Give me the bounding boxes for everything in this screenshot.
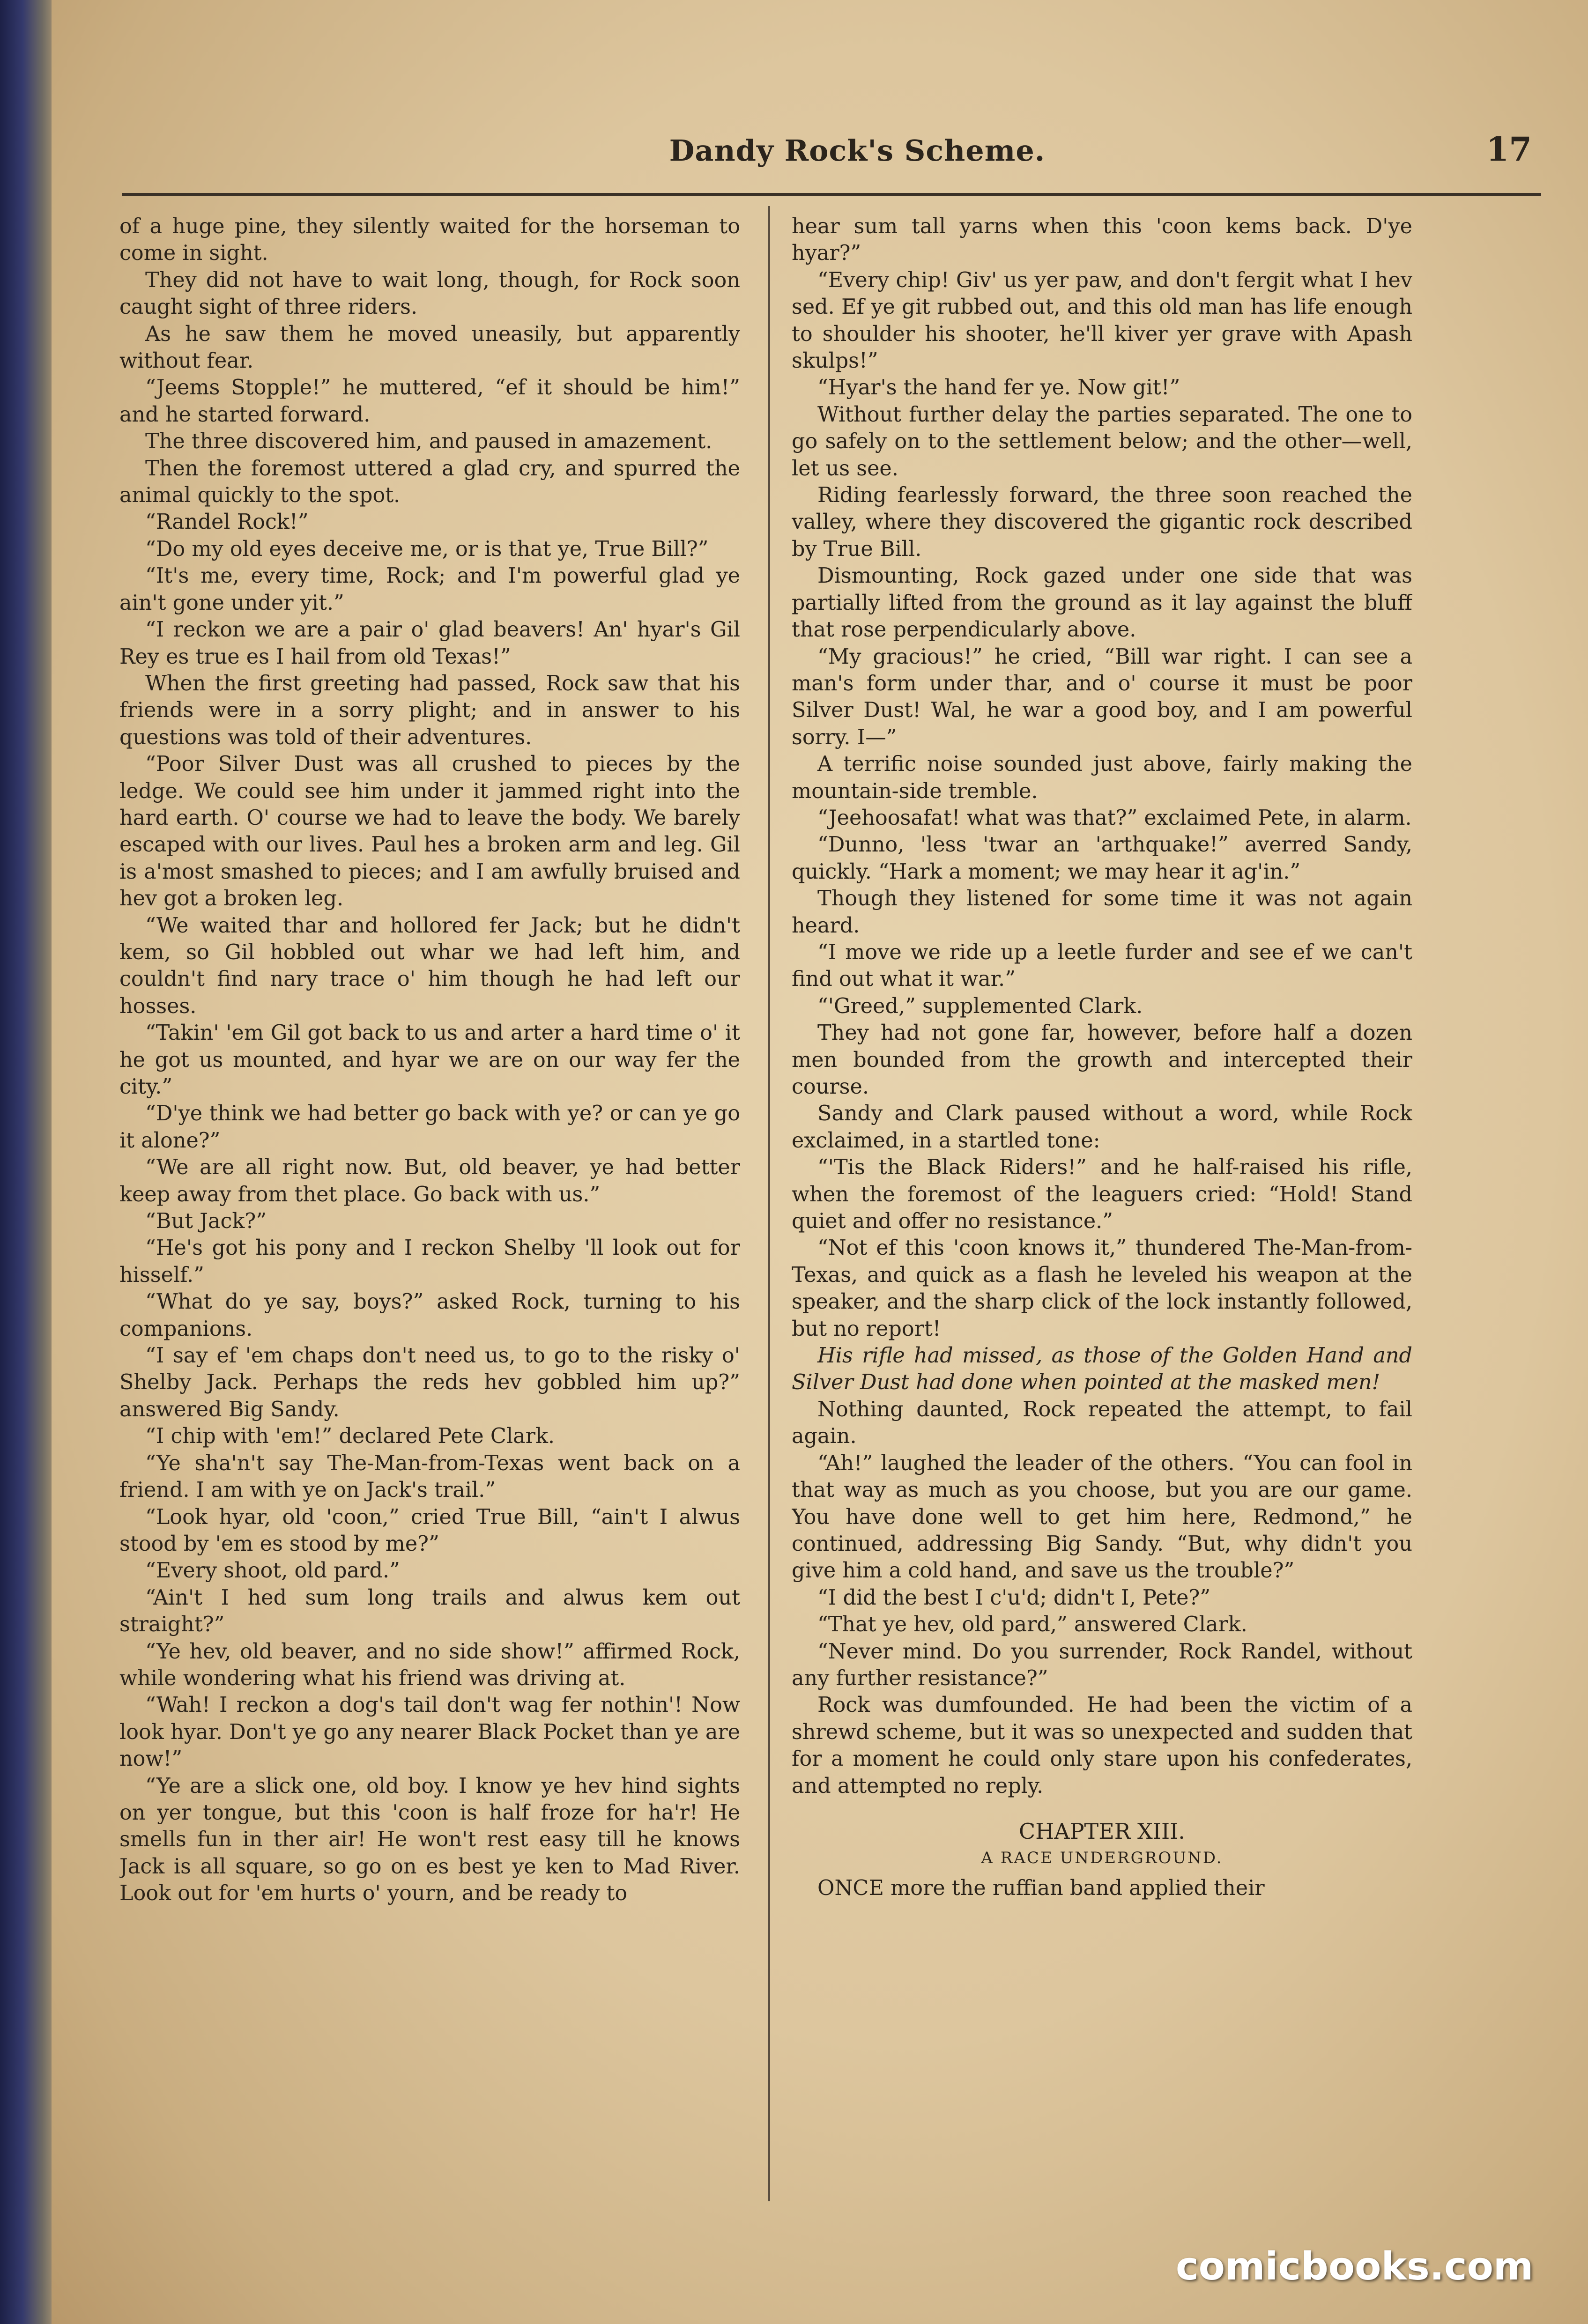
page-header [164,119,1551,180]
right-paragraph: “I move we ride up a leetle furder and see ef we can't find out what it war.” [792,940,1412,992]
left-paragraph: “He's got his pony and I reckon Shelby 'll look out for hisself.” [119,1236,740,1287]
book-binding [0,0,56,2324]
left-paragraph: “Ye hev, old beaver, and no side show!” affirmed Rock, while wondering what his friend was driving at. [119,1639,740,1690]
left-paragraph: “It's me, every time, Rock; and I'm powerful glad ye ain't gone under yit.” [119,564,740,615]
right-paragraph: Without further delay the parties separated. The one to go safely on to the settlement below; and the other—well, let us see. [792,402,1412,481]
left-paragraph: “Ye sha'n't say The-Man-from-Texas went back on a friend. I am with ye on Jack's trail.” [119,1451,740,1502]
page-number: 17 [1486,130,1532,169]
right-paragraph: They had not gone far, however, before half a dozen men bounded from the growth and intercepted their course. [792,1021,1412,1099]
left-paragraph: Then the foremost uttered a glad cry, and spurred the animal quickly to the spot. [119,456,740,508]
chapter-subtitle: A RACE UNDERGROUND. [981,1849,1223,1868]
right-paragraph: Though they listened for some time it was not again heard. [792,887,1412,938]
right-paragraph: hear sum tall yarns when this 'coon kems back. D'ye hyar?” [792,215,1412,266]
left-paragraph: “Look hyar, old 'coon,” cried True Bill, “ain't I alwus stood by 'em es stood by me?” [119,1505,740,1556]
left-paragraph: “Ain't I hed sum long trails and alwus kem out straight?” [119,1585,740,1637]
right-paragraph: Nothing daunted, Rock repeated the attempt, to fail again. [792,1397,1412,1449]
running-title: Dandy Rock's Scheme. [669,133,1046,168]
left-paragraph: The three discovered him, and paused in amazement. [145,429,712,454]
right-paragraph: Dismounting, Rock gazed under one side that was partially lifted from the ground as it lay against the bluff that rose perpendicularly above. [792,564,1412,642]
right-paragraph: “Never mind. Do you surrender, Rock Randel, without any further resistance?” [792,1639,1412,1690]
right-paragraph: “That ye hev, old pard,” answered Clark. [817,1613,1247,1637]
right-paragraph: “Ah!” laughed the leader of the others. “You can fool in that way as much as you choose, but you are our game. You have done well to get him here, Redmond,” he continued, addressing Big Sandy. “But, why didn't you give him a cold hand, and save us the trouble?” [792,1451,1412,1583]
right-paragraph: Sandy and Clark paused without a word, while Rock exclaimed, in a startled tone: [792,1102,1412,1153]
chapter-opening-line: ONCE more the ruffian band applied their [817,1876,1265,1900]
right-paragraph: “Dunno, 'less 'twar an 'arthquake!” averred Sandy, quickly. “Hark a moment; we may hear it ag'in.” [792,833,1412,884]
column-divider [768,206,770,2201]
right-column [792,213,1412,2208]
left-paragraph: “D'ye think we had better go back with ye? or can ye go it alone?” [119,1102,740,1153]
header-rule [122,193,1541,196]
right-paragraph: Rock was dumfounded. He had been the victim of a shrewd scheme, but it was so unexpected and sudden that for a moment he could only stare upon his confederates, and attempted no reply. [792,1693,1412,1798]
right-paragraph: “Jeehoosafat! what was that?” exclaimed Pete, in alarm. [817,806,1412,830]
left-paragraph: “But Jack?” [145,1209,267,1234]
left-paragraph: “I say ef 'em chaps don't need us, to go to the risky o' Shelby Jack. Perhaps the reds hev gobbled him up?” answered Big Sandy. [119,1344,740,1421]
left-paragraph: As he saw them he moved uneasily, but apparently without fear. [119,322,740,373]
chapter-heading: CHAPTER XIII. [1019,1818,1185,1844]
left-paragraph: “Jeems Stopple!” he muttered, “ef it should be him!” and he started forward. [119,376,740,427]
left-paragraph: “I reckon we are a pair o' glad beavers! An' hyar's Gil Rey es true es I hail from old Texas!” [119,618,740,669]
left-paragraph: “Takin' 'em Gil got back to us and arter a hard time o' it he got us mounted, and hyar we are on our way fer the city.” [119,1021,740,1099]
left-paragraph: “I chip with 'em!” declared Pete Clark. [145,1424,555,1449]
right-column-paragraphs [792,213,1412,1799]
left-paragraph: “Randel Rock!” [145,510,309,534]
left-paragraph: They did not have to wait long, though, for Rock soon caught sight of three riders. [119,268,740,319]
left-paragraph: “We are all right now. But, old beaver, ye had better keep away from thet place. Go back with us.” [119,1155,740,1206]
right-paragraph: “Every chip! Giv' us yer paw, and don't fergit what I hev sed. Ef ye git rubbed out, and this old man has life enough to shoulder his shooter, he'll kiver yer grave with Apash skulps!” [792,268,1412,373]
left-column [119,213,740,2208]
left-paragraph: of a huge pine, they silently waited for the horseman to come in sight. [119,215,740,266]
right-paragraph: “Hyar's the hand fer ye. Now git!” [817,376,1180,400]
right-paragraph: “'Tis the Black Riders!” and he half-raised his rifle, when the foremost of the leaguers cried: “Hold! Stand quiet and offer no resistance.” [792,1155,1412,1234]
right-paragraph: A terrific noise sounded just above, fairly making the mountain-side tremble. [792,752,1412,803]
right-paragraph: “My gracious!” he cried, “Bill war right. I can see a man's form under thar, and o' course it must be poor Silver Dust! Wal, he war a good boy, and I am powerful sorry. I—” [792,644,1412,749]
left-paragraph: “Poor Silver Dust was all crushed to pieces by the ledge. We could see him under it jammed right into the hard earth. O' course we had to leave the body. We barely escaped with our lives. Paul hes a broken arm and leg. Gil is a'most smashed to pieces; and I am awfully bruised and hev got a broken leg. [119,752,740,911]
left-paragraph: “We waited thar and hollored fer Jack; but he didn't kem, so Gil hobbled out whar we had left him, and couldn't find nary trace o' him though he had left our hosses. [119,913,740,1018]
right-paragraph: His rifle had missed, as those of the Golden Hand and Silver Dust had done when pointed at the masked men! [792,1344,1412,1395]
right-paragraph: “'Greed,” supplemented Clark. [817,994,1143,1018]
left-paragraph: “Ye are a slick one, old boy. I know ye hev hind sights on yer tongue, but this 'coon is half froze for ha'r! He smells fun in ther air! He won't rest easy till he knows Jack is all square, so go on es best ye ken to Mad River. Look out for 'em hurts o' yourn, and be ready to [119,1774,740,1906]
right-paragraph: “I did the best I c'u'd; didn't I, Pete?” [817,1585,1211,1610]
right-paragraph: Riding fearlessly forward, the three soon reached the valley, where they discovered the gigantic rock described by True Bill. [792,483,1412,561]
left-paragraph: “Every shoot, old pard.” [145,1559,400,1583]
left-paragraph: When the first greeting had passed, Rock saw that his friends were in a sorry plight; and in answer to his questions was told of their adventures. [119,671,740,749]
left-paragraph: “Wah! I reckon a dog's tail don't wag fer nothin'! Now look hyar. Don't ye go any nearer Black Pocket than ye are now!” [119,1693,740,1771]
watermark: comicbooks.com [1176,2244,1534,2289]
left-paragraph: “What do ye say, boys?” asked Rock, turning to his companions. [119,1290,740,1341]
right-paragraph: “Not ef this 'coon knows it,” thundered The-Man-from-Texas, and quick as a flash he leveled his weapon at the speaker, and the sharp click of the lock instantly followed, but no report! [792,1236,1412,1341]
left-paragraph: “Do my old eyes deceive me, or is that ye, True Bill?” [145,537,709,561]
